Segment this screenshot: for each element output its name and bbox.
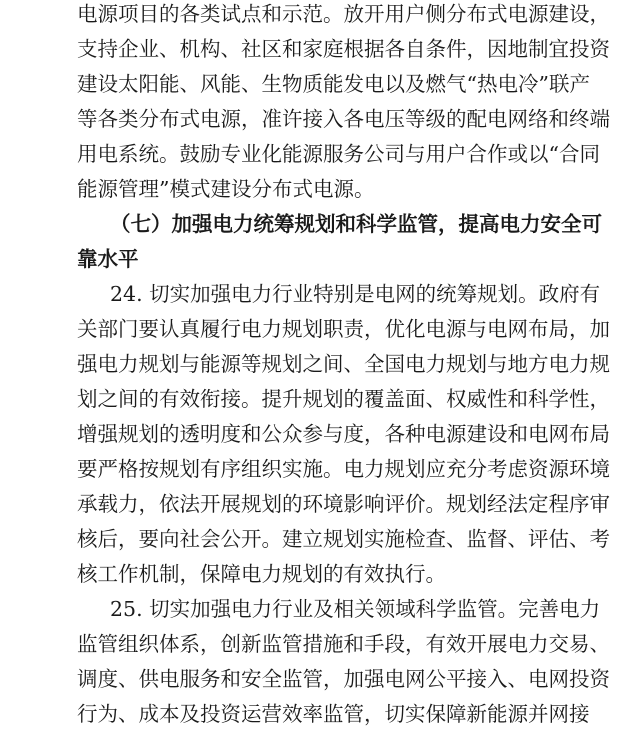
- text-line-15: 承载力，依法开展规划的环境影响评价。规划经法定程序审: [77, 492, 610, 516]
- text-line-6: 能源管理”模式建设分布式电源。: [77, 177, 375, 201]
- text-line-20: 调度、供电服务和安全监管，加强电网公平接入、电网投资: [77, 667, 610, 691]
- text-line-16: 核后，要向社会公开。建立规划实施检查、监督、评估、考: [77, 527, 610, 551]
- text-line-4: 等各类分布式电源，准许接入各电压等级的配电网络和终端: [77, 107, 610, 131]
- text-line-3: 建设太阳能、风能、生物质能发电以及燃气“热电冷”联产: [77, 72, 590, 96]
- text-line-17: 核工作机制，保障电力规划的有效执行。: [77, 562, 446, 586]
- text-line-1: 电源项目的各类试点和示范。放开用户侧分布式电源建设，: [77, 2, 610, 26]
- text-line-10: 关部门要认真履行电力规划职责，优化电源与电网布局，加: [77, 317, 610, 341]
- text-line-12: 划之间的有效衔接。提升规划的覆盖面、权威性和科学性，: [77, 387, 610, 411]
- text-line-21: 行为、成本及投资运营效率监管，切实保障新能源并网接: [77, 702, 590, 726]
- text-line-14: 要严格按规划有序组织实施。电力规划应充分考虑资源环境: [77, 457, 610, 481]
- text-line-2: 支持企业、机构、社区和家庭根据各自条件，因地制宜投资: [77, 37, 610, 61]
- text-line-5: 用电系统。鼓励专业化能源服务公司与用户合作或以“合同: [77, 142, 600, 166]
- text-line-18: 25. 切实加强电力行业及相关领域科学监管。完善电力: [110, 597, 601, 621]
- text-line-9: 24. 切实加强电力行业特别是电网的统筹规划。政府有: [110, 282, 601, 306]
- section-heading-line-2: 靠水平: [77, 247, 139, 271]
- text-line-19: 监管组织体系，创新监管措施和手段，有效开展电力交易、: [77, 632, 610, 656]
- text-line-11: 强电力规划与能源等规划之间、全国电力规划与地方电力规: [77, 352, 610, 376]
- text-line-13: 增强规划的透明度和公众参与度，各种电源建设和电网布局: [77, 422, 610, 446]
- section-heading-line-1: （七）加强电力统筹规划和科学监管，提高电力安全可: [110, 212, 602, 236]
